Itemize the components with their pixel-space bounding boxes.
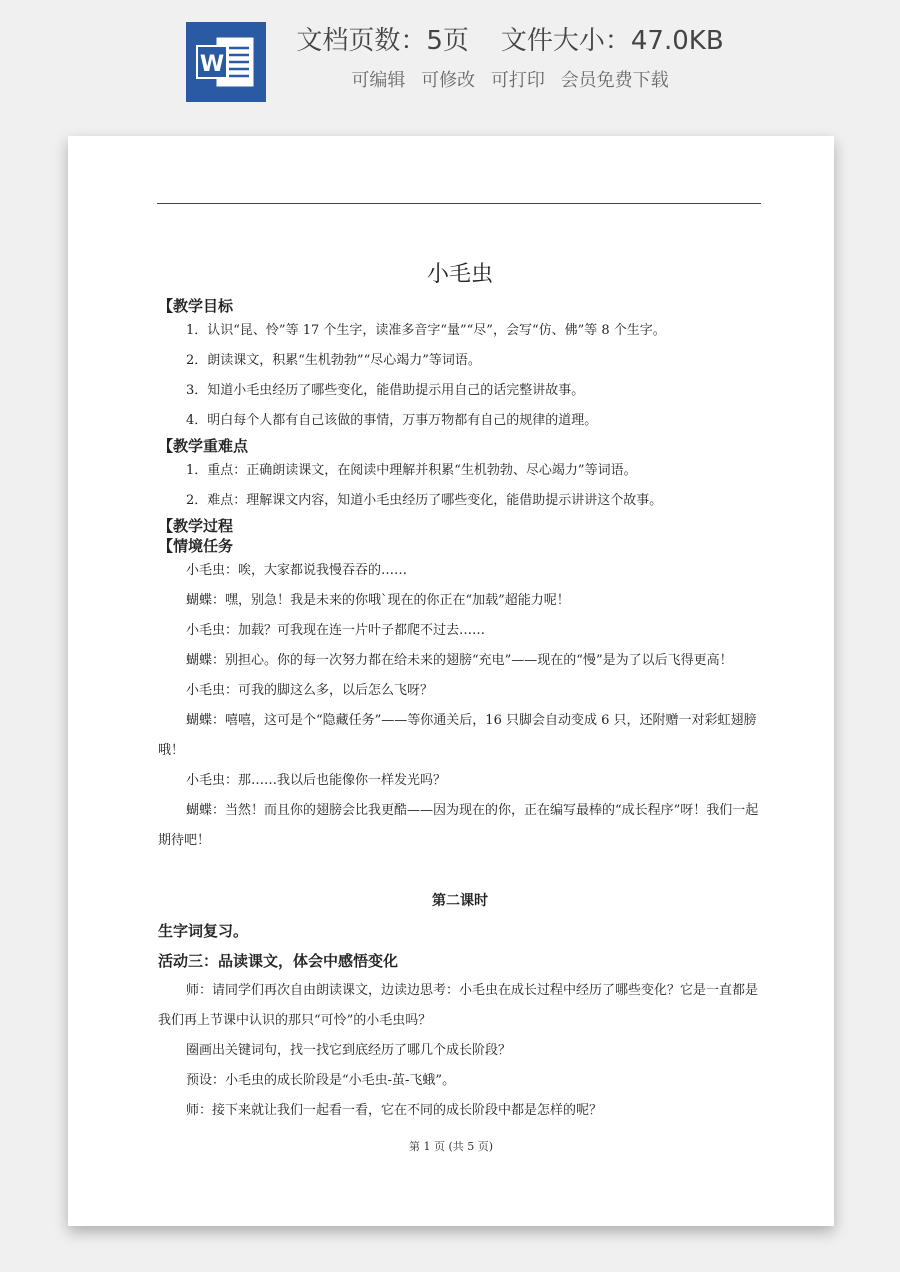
review-line: 生字词复习。 — [158, 922, 249, 940]
dialogue-line: 蝴蝶：当然！而且你的翅膀会比我更酷——因为现在的你，正在编写最棒的“成长程序”呀！我们一起期待吧！ — [158, 803, 759, 848]
file-tags — [280, 66, 740, 92]
objective-item: 1．认识“昆、怜”等 17 个生字，读准多音字“量”“尽”，会写“仿、佛”等 8 个生字。 — [186, 323, 666, 338]
document-content — [158, 254, 762, 1126]
body-paragraph: 师：接下来就让我们一起看一看，它在不同的成长阶段中都是怎样的呢？ — [186, 1103, 603, 1118]
activity3-heading: 活动三：品读课文，体会中感悟变化 — [158, 952, 399, 970]
body-paragraph: 圈画出关键词句，找一找它到底经历了哪几个成长阶段？ — [186, 1043, 512, 1058]
section-gap — [158, 856, 762, 886]
tag-printable: 可打印 — [490, 70, 545, 91]
document-page — [68, 136, 834, 1226]
key-point-item: 1．重点：正确朗读课文，在阅读中理解并积累“生机勃勃、尽心竭力”等词语。 — [186, 463, 637, 478]
key-points-heading: 【教学重难点 — [158, 437, 249, 455]
tag-member-download: 会员免费下载 — [560, 70, 669, 91]
process-heading: 【教学过程 — [158, 517, 234, 535]
word-doc-icon — [186, 22, 266, 102]
file-info — [280, 20, 740, 57]
dialogue-line: 蝴蝶：别担心。你的每一次努力都在给未来的翅膀“充电”——现在的“慢”是为了以后飞得更高！ — [186, 653, 733, 668]
document-title: 小毛虫 — [426, 262, 493, 287]
dialogue-line: 小毛虫：那……我以后也能像你一样发光吗？ — [186, 773, 447, 788]
dialogue-line: 蝴蝶：嘿，别急！我是未来的你哦`现在的你正在“加载”超能力呢！ — [186, 593, 570, 608]
page-footer: 第 1 页 (共 5 页) — [408, 1140, 494, 1153]
dialogue-line: 小毛虫：加载？可我现在连一片叶子都爬不过去…… — [186, 623, 486, 638]
file-size: 文件大小：47.0KB — [500, 26, 724, 56]
lesson2-title: 第二课时 — [432, 893, 488, 909]
svg-text:W: W — [199, 52, 225, 77]
tag-editable: 可编辑 — [351, 70, 406, 91]
dialogue-line: 蝴蝶：嘻嘻，这可是个“隐藏任务”——等你通关后，16 只脚会自动变成 6 只，还附赠一对彩虹翅膀哦！ — [158, 713, 757, 758]
body-paragraph: 师：请同学们再次自由朗读课文，边读边思考：小毛虫在成长过程中经历了哪些变化？它是一直都是我们再上节课中认识的那只“可怜”的小毛虫吗？ — [158, 983, 759, 1028]
tag-modifiable: 可修改 — [421, 70, 476, 91]
dialogue-line: 小毛虫：唉，大家都说我慢吞吞的…… — [186, 563, 408, 578]
header-rule — [157, 203, 761, 204]
dialogue-line: 小毛虫：可我的脚这么多，以后怎么飞呀？ — [186, 683, 434, 698]
objective-item: 4．明白每个人都有自己该做的事情，万事万物都有自己的规律的道理。 — [186, 413, 598, 428]
download-banner — [0, 0, 900, 120]
objectives-heading: 【教学目标 — [158, 297, 234, 315]
objective-item: 2．朗读课文，积累“生机勃勃”“尽心竭力”等词语。 — [186, 353, 481, 368]
page-count: 文档页数：5页 — [296, 26, 469, 56]
scenario-heading: 【情境任务 — [158, 537, 234, 555]
key-point-item: 2．难点：理解课文内容，知道小毛虫经历了哪些变化，能借助提示讲讲这个故事。 — [186, 493, 663, 508]
objective-item: 3．知道小毛虫经历了哪些变化，能借助提示用自己的话完整讲故事。 — [186, 383, 585, 398]
body-paragraph: 预设：小毛虫的成长阶段是“小毛虫-茧-飞蛾”。 — [186, 1073, 456, 1088]
